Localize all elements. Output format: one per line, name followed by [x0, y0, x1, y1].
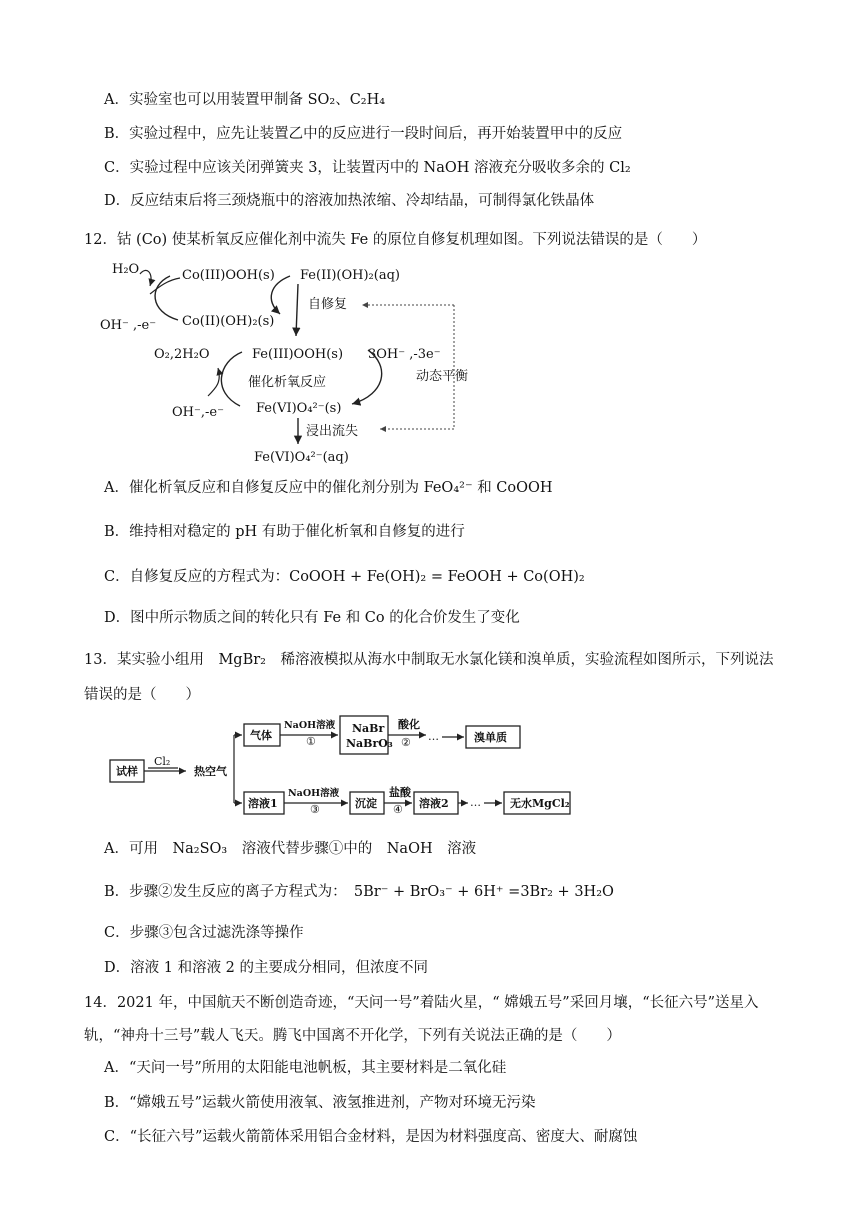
q12-mechanism-diagram: [90, 256, 510, 468]
q14-stem-line2: 轨，“神舟十三号”载人飞天。腾飞中国离不开化学，下列有关说法正确的是（ ）: [84, 1028, 621, 1044]
q11-option-b: B．实验过程中，应先让装置乙中的反应进行一段时间后，再开始装置甲中的反应: [104, 126, 623, 142]
diagram-dynamic: 动态平衡: [416, 369, 469, 384]
diagram-oh-left: OH⁻ ,-e⁻: [100, 318, 157, 333]
flow-naoh-2: NaOH溶液: [288, 788, 340, 799]
diagram-oer: 催化析氧反应: [248, 375, 327, 390]
q14-option-b: B．“嫦娥五号”运载火箭使用液氧、液氢推进剂，产物对环境无污染: [104, 1095, 536, 1111]
diagram-fe2: Fe(II)(OH)₂(aq): [300, 268, 400, 283]
flow-dots-2: …: [470, 796, 481, 809]
flow-br2: 溴单质: [474, 731, 507, 744]
q11-option-d: D．反应结束后将三颈烧瓶中的溶液加热浓缩、冷却结晶，可制得氯化铁晶体: [104, 193, 595, 209]
flow-step4: ④: [393, 803, 403, 816]
diagram-co3: Co(III)OOH(s): [182, 268, 275, 283]
flow-nabr: NaBr: [352, 722, 385, 735]
q13-option-b: B．步骤②发生反应的离子方程式为： 5Br⁻ + BrO₃⁻ + 6H⁺ =3Br₂ + 3H₂O: [104, 884, 614, 900]
q13-stem-line1: 13．某实验小组用 MgBr₂ 稀溶液模拟从海水中制取无水氯化镁和溴单质，实验流程如图所示，下列说法: [84, 652, 774, 668]
diagram-o2: O₂,2H₂O: [154, 347, 210, 362]
flow-cl2: Cl₂: [154, 755, 171, 768]
diagram-oh-left2: OH⁻,-e⁻: [172, 405, 224, 420]
flow-nabro3: NaBrO₃: [346, 737, 393, 750]
flow-naoh-1: NaOH溶液: [284, 720, 336, 731]
q14-stem-line1: 14．2021 年，中国航天不断创造奇迹，“天问一号”着陆火星，“ 嫦娥五号”采回月壤，“长征六号”送星入: [84, 995, 759, 1011]
q12-option-d: D．图中所示物质之间的转化只有 Fe 和 Co 的化合价发生了变化: [104, 610, 520, 626]
q13-flow-diagram: [108, 712, 578, 824]
q13-option-d: D．溶液 1 和溶液 2 的主要成分相同，但浓度不同: [104, 960, 429, 976]
q12-option-b: B．维持相对稳定的 pH 有助于催化析氧和自修复的进行: [104, 524, 465, 540]
q13-option-c: C．步骤③包含过滤洗涤等操作: [104, 925, 304, 941]
flow-ppt: 沉淀: [355, 797, 377, 810]
diagram-oh3: 3OH⁻ ,-3e⁻: [368, 347, 441, 362]
diagram-co2: Co(II)(OH)₂(s): [182, 314, 275, 329]
diagram-self-repair: 自修复: [308, 297, 348, 312]
flow-sample: 试样: [116, 765, 138, 778]
q11-option-c: C．实验过程中应该关闭弹簧夹 3，让装置丙中的 NaOH 溶液充分吸收多余的 Cl₂: [104, 160, 631, 176]
flow-hcl: 盐酸: [389, 786, 411, 799]
oer-cycle-left-arrow: [221, 352, 242, 406]
q12-option-c: C．自修复反应的方程式为：CoOOH + Fe(OH)₂ = FeOOH + Co(OH)₂: [104, 569, 585, 585]
diagram-fe6aq: Fe(VI)O₄²⁻(aq): [254, 450, 349, 465]
dynamic-equilibrium-loop: [380, 305, 454, 429]
flow-acidify: 酸化: [398, 718, 420, 731]
flow-step2: ②: [401, 736, 411, 749]
self-repair-arrow: [296, 284, 298, 336]
diagram-fe6s: Fe(VI)O₄²⁻(s): [256, 401, 342, 416]
flow-step3: ③: [310, 803, 320, 816]
flow-gas: 气体: [250, 729, 272, 742]
flow-dots-1: …: [428, 730, 439, 743]
q12-option-a: A．催化析氧反应和自修复反应中的催化剂分别为 FeO₄²⁻ 和 CoOOH: [104, 480, 553, 496]
q14-option-a: A．“天问一号”所用的太阳能电池帆板，其主要材料是二氧化硅: [104, 1060, 507, 1076]
q12-stem: 12．钴 (Co) 使某析氧反应催化剂中流失 Fe 的原位自修复机理如图。下列说法错误的是（ ）: [84, 232, 707, 248]
q14-option-c: C．“长征六号”运载火箭箭体采用铝合金材料，是因为材料强度高、密度大、耐腐蚀: [104, 1129, 638, 1145]
q11-option-a: A．实验室也可以用装置甲制备 SO₂、C₂H₄: [104, 92, 386, 108]
flow-sol1: 溶液1: [248, 797, 278, 810]
flow-step1: ①: [306, 735, 316, 748]
diagram-h2o: H₂O: [112, 262, 140, 277]
diagram-fe3: Fe(III)OOH(s): [252, 347, 344, 362]
diagram-leach: 浸出流失: [306, 424, 359, 439]
flow-sol2: 溶液2: [419, 797, 449, 810]
flow-hot-air: 热空气: [194, 765, 227, 778]
q13-option-a: A．可用 Na₂SO₃ 溶液代替步骤①中的 NaOH 溶液: [104, 841, 477, 857]
flow-mgcl2: 无水MgCl₂: [510, 797, 570, 810]
q13-stem-line2: 错误的是（ ）: [84, 687, 200, 703]
